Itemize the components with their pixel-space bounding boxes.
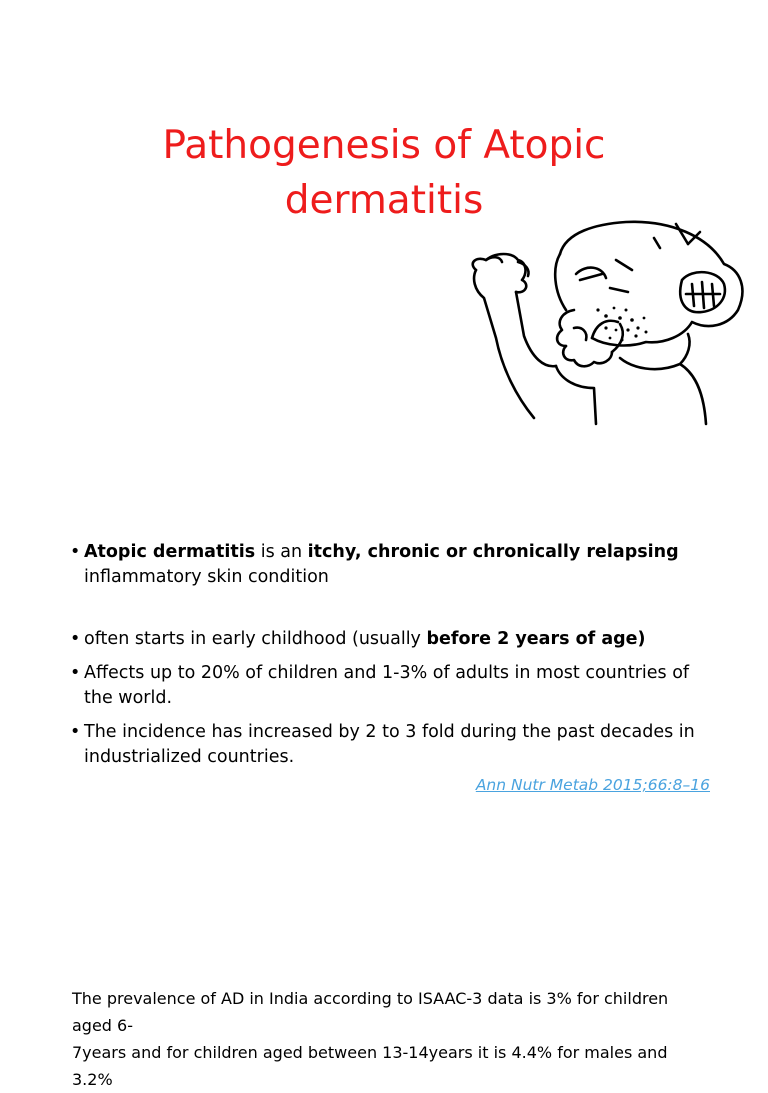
- slide-title: [100, 118, 668, 228]
- citation-link[interactable]: Ann Nutr Metab 2015;66:8–16: [475, 776, 710, 794]
- bullet-atopic-dermatitis-definition: • Atopic dermatitis is an itchy, chronic or chronically relapsing inflammatory skin condition: [70, 540, 730, 590]
- title-line-1: Pathogenesis of Atopic: [162, 123, 606, 168]
- bullet-onset-age: • often starts in early childhood (usually before 2 years of age): [70, 627, 730, 652]
- bullet-incidence-increase: • The incidence has increased by 2 to 3 fold during the past decades in industrialized countries.: [70, 720, 730, 770]
- bullet-list: [70, 540, 730, 770]
- title-line-2: dermatitis: [284, 178, 484, 223]
- bullet-prevalence: • Affects up to 20% of children and 1-3% of adults in most countries of the world.: [70, 661, 730, 711]
- itchy-scratching-person-cartoon-icon: [456, 218, 756, 426]
- prevalence-india-paragraph: The prevalence of AD in India according to ISAAC-3 data is 3% for children aged 6- 7years and for children aged between 13-14years it is 4.4% for males and 3.2%: [72, 989, 669, 1089]
